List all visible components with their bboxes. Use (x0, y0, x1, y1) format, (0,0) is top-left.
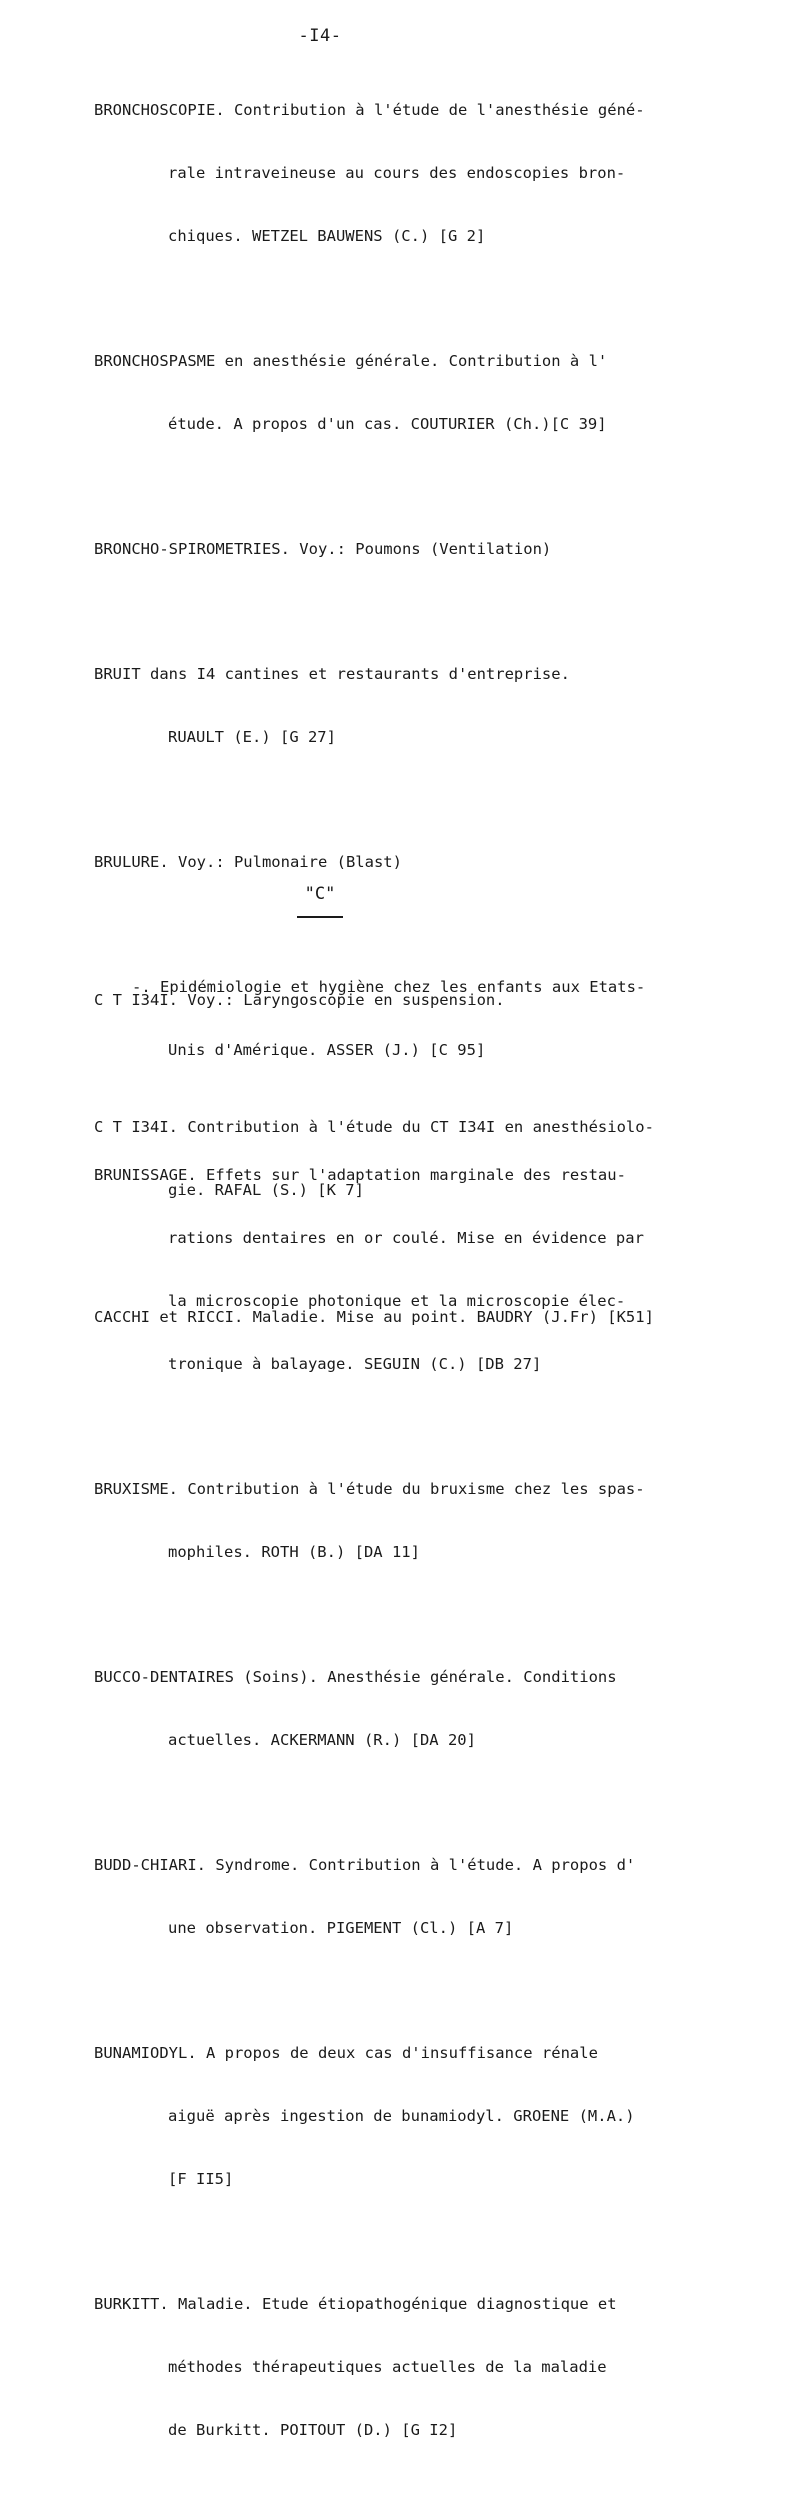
entry-line: actuelles. ACKERMANN (R.) [DA 20] (168, 1731, 476, 1749)
index-entry (94, 1075, 734, 1243)
entry-line: aiguë après ingestion de bunamiodyl. GROENE (M.A.) (168, 2107, 635, 2125)
index-entry (94, 58, 734, 289)
section-heading: "C" (304, 884, 336, 904)
entry-line: [F II5] (168, 2170, 234, 2188)
entry-line: C T I34I. Contribution à l'étude du CT I34I en anesthésiolo- (94, 1118, 654, 1136)
index-entry (94, 1437, 734, 1605)
entry-line: BRONCHOSPASME en anesthésie générale. Contribution à l' (94, 352, 608, 370)
entry-line: tronique à balayage. SEGUIN (C.) [DB 27] (168, 1355, 542, 1373)
index-entry (94, 1625, 734, 1793)
entry-line: BRUNISSAGE. Effets sur l'adaptation marginale des restau- (94, 1166, 626, 1184)
index-entry (94, 2252, 734, 2483)
entry-line: la microscopie photonique et la microscopie élec- (168, 1292, 626, 1310)
entry-line: BUNAMIODYL. A propos de deux cas d'insuffisance rénale (94, 2044, 598, 2062)
entry-line: gie. RAFAL (S.) [K 7] (168, 1181, 364, 1199)
section-underline (297, 916, 343, 918)
entry-line: BUCCO-DENTAIRES (Soins). Anesthésie générale. Conditions (94, 1668, 617, 1686)
entry-line: mophiles. ROTH (B.) [DA 11] (168, 1543, 420, 1561)
entry-line: RUAULT (E.) [G 27] (168, 728, 336, 746)
entry-line: BRUXISME. Contribution à l'étude du bruxisme chez les spas- (94, 1480, 645, 1498)
index-entry (94, 948, 734, 1053)
entry-line: BUDD-CHIARI. Syndrome. Contribution à l'étude. A propos d' (94, 1856, 636, 1874)
entry-line: C T I34I. Voy.: Laryngoscopie en suspension. (94, 991, 505, 1009)
index-entries-c (94, 948, 734, 1392)
index-entry (94, 1265, 734, 1370)
index-entry (94, 1813, 734, 1981)
entry-line: -. Epidémiologie et hygiène chez les enfants aux Etats- (132, 978, 646, 996)
entry-line: étude. A propos d'un cas. COUTURIER (Ch.)[C 39] (168, 415, 607, 433)
index-entry (94, 309, 734, 477)
entry-line: Unis d'Amérique. ASSER (J.) [C 95] (168, 1041, 486, 1059)
entry-line: CACCHI et RICCI. Maladie. Mise au point. BAUDRY (J.Fr) [K51] (94, 1308, 654, 1326)
entry-line: chiques. WETZEL BAUWENS (C.) [G 2] (168, 227, 486, 245)
entry-line: de Burkitt. POITOUT (D.) [G I2] (168, 2421, 458, 2439)
index-entry (94, 810, 734, 915)
index-entry (94, 2001, 734, 2232)
entry-line: méthodes thérapeutiques actuelles de la maladie (168, 2358, 607, 2376)
index-entry (94, 497, 734, 602)
entry-line: BRONCHOSCOPIE. Contribution à l'étude de l'anesthésie géné- (94, 101, 645, 119)
entry-line: BRUIT dans I4 cantines et restaurants d'entreprise. (94, 665, 570, 683)
page-number: -I4- (298, 26, 342, 46)
entry-line: BURKITT. Maladie. Etude étiopathogénique diagnostique et (94, 2295, 617, 2313)
entry-line: rations dentaires en or coulé. Mise en évidence par (168, 1229, 644, 1247)
entry-line: une observation. PIGEMENT (Cl.) [A 7] (168, 1919, 514, 1937)
entry-line: BRONCHO-SPIROMETRIES. Voy.: Poumons (Ventilation) (94, 540, 552, 558)
index-entry (94, 622, 734, 790)
entry-line: BRULURE. Voy.: Pulmonaire (Blast) (94, 853, 402, 871)
entry-line: rale intraveineuse au cours des endoscopies bron- (168, 164, 626, 182)
